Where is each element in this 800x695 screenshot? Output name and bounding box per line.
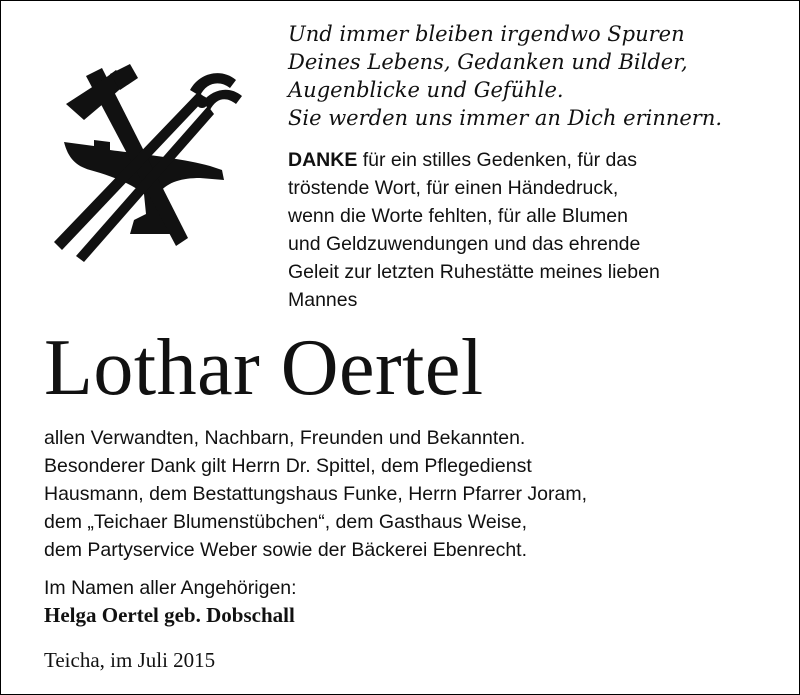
hammer-tongs-anvil-icon [50, 62, 250, 262]
thanks-line: tröstende Wort, für einen Händedruck, [288, 177, 619, 199]
body-line: allen Verwandten, Nachbarn, Freunden und Bekannten. [44, 427, 526, 449]
poem-line: Augenblicke und Gefühle. [288, 78, 564, 102]
body-line: dem Partyservice Weber sowie der Bäckerei Ebenrecht. [44, 539, 528, 561]
memorial-poem [288, 20, 788, 132]
poem-line: Und immer bleiben irgendwo Spuren [288, 22, 685, 46]
thanks-first-line [288, 146, 788, 174]
signature-intro: Im Namen aller Angehörigen: [44, 577, 297, 599]
thanks-recipients [44, 424, 784, 564]
deceased-name: Lothar Oertel [44, 324, 484, 412]
body-line: Hausmann, dem Bestattungshaus Funke, Herrn Pfarrer Joram, [44, 483, 587, 505]
thanks-line: wenn die Worte fehlten, für alle Blumen [288, 205, 628, 227]
thanks-first-line-rest: für ein stilles Gedenken, für das [357, 149, 637, 171]
body-line: Besonderer Dank gilt Herrn Dr. Spittel, dem Pflegedienst [44, 455, 532, 477]
thanks-paragraph [288, 146, 788, 314]
thanks-line: und Geldzuwendungen und das ehrende [288, 233, 641, 255]
place-date: Teicha, im Juli 2015 [44, 648, 216, 672]
thanks-line: Mannes [288, 289, 358, 311]
thanks-lead: DANKE [288, 149, 358, 171]
body-line: dem „Teichaer Blumenstübchen“, dem Gasthaus Weise, [44, 511, 528, 533]
poem-line: Deines Lebens, Gedanken und Bilder, [288, 50, 688, 74]
poem-line: Sie werden uns immer an Dich erinnern. [288, 106, 723, 130]
thanks-line: Geleit zur letzten Ruhestätte meines lieben [288, 261, 660, 283]
signer-name: Helga Oertel geb. Dobschall [44, 603, 295, 627]
